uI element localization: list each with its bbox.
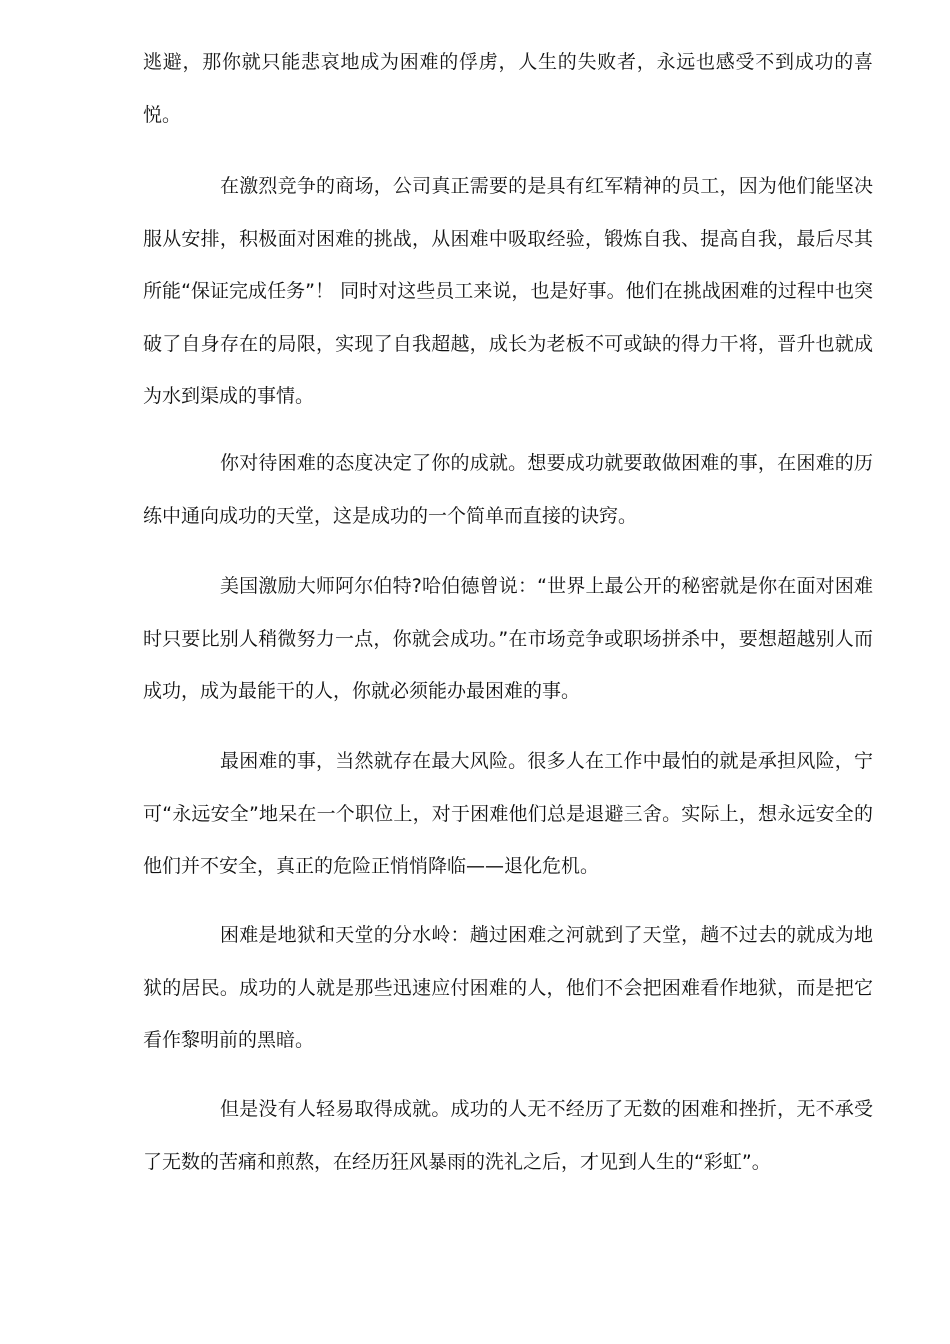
paragraph-attitude-to-difficulty: 你对待困难的态度决定了你的成就。想要成功就要敢做困难的事，在困难的历练中通向成功的天堂，这是成功的一个简单而直接的诀窍。 [143, 452, 873, 527]
paragraph-hell-and-heaven: 困难是地狱和天堂的分水岭：趟过困难之河就到了天堂，趟不过去的就成为地狱的居民。成功的人就是那些迅速应付困难的人，他们不会把困难看作地狱，而是把它看作黎明前的黑暗。 [143, 924, 873, 1051]
paragraph-rainbow: 但是没有人轻易取得成就。成功的人无不经历了无数的困难和挫折，无不承受了无数的苦痛和煎熬，在经历狂风暴雨的洗礼之后，才见到人生的“彩虹”。 [143, 1098, 873, 1173]
paragraph-greatest-risk: 最困难的事，当然就存在最大风险。很多人在工作中最怕的就是承担风险，宁可“永远安全”地呆在一个职位上，对于困难他们总是退避三舍。实际上，想永远安全的他们并不安全，真正的危险正悄悄降临——退化危机。 [143, 750, 873, 877]
paragraph-hubbard-quote: 美国激励大师阿尔伯特?哈伯德曾说：“世界上最公开的秘密就是你在面对困难时只要比别人稍微努力一点，你就会成功。”在市场竞争或职场拼杀中，要想超越别人而成功，成为最能干的人，你就必须能办最困难的事。 [143, 575, 873, 702]
paragraph-red-army-spirit: 在激烈竞争的商场，公司真正需要的是具有红军精神的员工，因为他们能坚决服从安排，积极面对困难的挑战，从困难中吸取经验，锻炼自我、提高自我，最后尽其所能“保证完成任务”！ 同时对这些员工来说，也是好事。他们在挑战困难的过程中也突破了自身存在的局限，实现了自我超越，成长为老板不可或缺的得力干将，晋升也就成为水到渠成的事情。 [143, 175, 873, 407]
paragraph-continuation: 逃避，那你就只能悲哀地成为困难的俘虏，人生的失败者，永远也感受不到成功的喜悦。 [143, 51, 873, 126]
